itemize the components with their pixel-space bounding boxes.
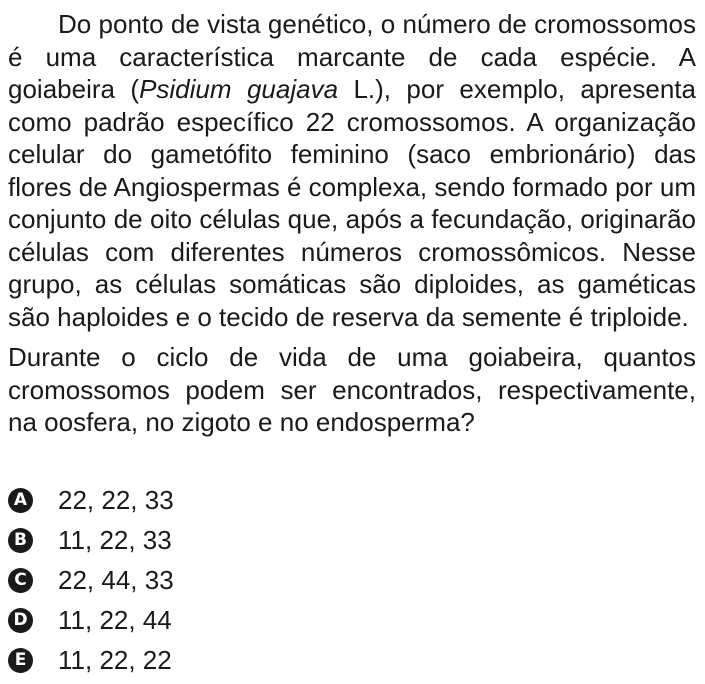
option-text: 11, 22, 22: [58, 645, 172, 675]
question-stem: [8, 8, 696, 439]
option-text: 22, 44, 33: [58, 565, 174, 595]
option-letter-badge: E: [8, 648, 33, 673]
option-d[interactable]: [8, 600, 408, 640]
question-paragraph-context: [8, 8, 696, 333]
paragraph-text-end: L.), por exemplo, apresenta como padrão específico 22 cromossomos. A organização celular do gametófito feminino (saco embrionário) das flores de Angiospermas é complexa, sendo formado por um conjunto de oito células que, após a fecundação, originarão células com diferentes números cromossômicos. Nesse grupo, as células somáticas são diploides, as gaméticas são haploides e o tecido de reserva da semente é triploide.: [8, 74, 696, 332]
option-text: 11, 22, 33: [58, 525, 172, 555]
option-c[interactable]: [8, 560, 408, 600]
paragraph-text-start: Do ponto de vista genético, o número de cromossomos é uma característica marcante de cada espécie. A goiabeira (: [8, 9, 696, 104]
option-letter-badge: C: [8, 568, 33, 593]
option-text: 11, 22, 44: [58, 605, 172, 635]
option-letter-badge: B: [8, 528, 33, 553]
option-e[interactable]: [8, 640, 408, 680]
option-letter-badge: A: [8, 488, 33, 513]
option-text: 22, 22, 33: [58, 485, 174, 515]
answer-options: [8, 480, 408, 680]
option-b[interactable]: [8, 520, 408, 560]
option-letter-badge: D: [8, 608, 33, 633]
option-a[interactable]: [8, 480, 408, 520]
species-scientific-name: Psidium guajava: [139, 74, 339, 104]
question-prompt: Durante o ciclo de vida de uma goiabeira, quantos cromossomos podem ser encontrados, respectivamente, na oosfera, no zigoto e no endosperma?: [8, 342, 696, 437]
